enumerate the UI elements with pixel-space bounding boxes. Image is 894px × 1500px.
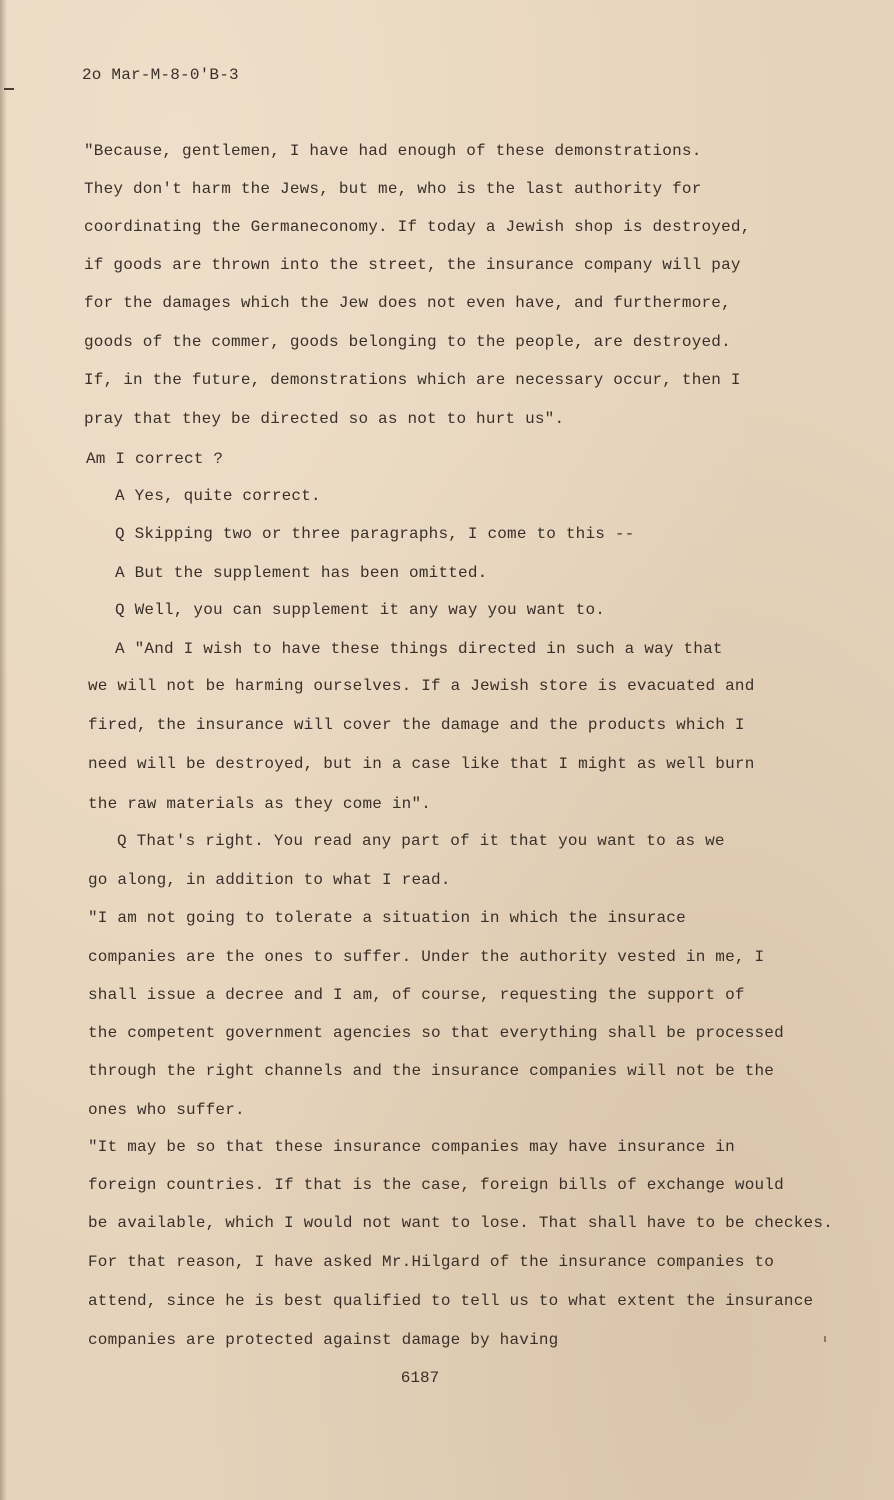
question-line: Am I correct ? [86,450,224,468]
text-line-24: the competent government agencies so that everything shall be processed [88,1024,784,1042]
answer-line-1: A Yes, quite correct. [115,487,321,505]
text-line-32: companies are protected against damage by having [88,1331,559,1349]
text-line-4: if goods are thrown into the street, the insurance company will pay [84,256,741,274]
page-number: 6187 [400,1369,440,1387]
text-line-2: They don't harm the Jews, but me, who is the last authority for [84,180,702,198]
margin-mark [4,88,14,100]
text-line-21: "I am not going to tolerate a situation in which the insurace [88,909,686,927]
question-line-2: Q Skipping two or three paragraphs, I come to this -- [115,525,635,543]
text-line-22: companies are the ones to suffer. Under the authority vested in me, I [88,948,765,966]
text-line-6: goods of the commer, goods belonging to the people, are destroyed. [84,333,731,351]
document-header: 2o Mar-M-8-0'B-3 [82,66,239,84]
text-line-29: be available, which I would not want to lose. That shall have to be checkes. [88,1214,833,1232]
text-line-17: need will be destroyed, but in a case like that I might as well burn [88,755,755,773]
text-line-7: If, in the future, demonstrations which are necessary occur, then I [84,371,741,389]
text-line-31: attend, since he is best qualified to tell us to what extent the insurance [88,1292,814,1310]
text-line-30: For that reason, I have asked Mr.Hilgard of the insurance companies to [88,1253,775,1271]
text-line-3: coordinating the Germaneconomy. If today a Jewish shop is destroyed, [84,218,751,236]
text-line-25: through the right channels and the insurance companies will not be the [88,1062,775,1080]
text-line-5: for the damages which the Jew does not even have, and furthermore, [84,294,731,312]
text-line-20: go along, in addition to what I read. [88,871,451,889]
margin-dot [824,1336,826,1342]
text-line-23: shall issue a decree and I am, of course, requesting the support of [88,986,745,1004]
answer-line-3: A "And I wish to have these things directed in such a way that [115,640,723,658]
question-line-4: Q That's right. You read any part of it that you want to as we [117,832,725,850]
text-line-27: "It may be so that these insurance companies may have insurance in [88,1138,735,1156]
answer-line-2: A But the supplement has been omitted. [115,564,488,582]
text-line-15: we will not be harming ourselves. If a Jewish store is evacuated and [88,677,755,695]
text-line-26: ones who suffer. [88,1101,245,1119]
question-line-3: Q Well, you can supplement it any way you want to. [115,601,606,619]
text-line-1: "Because, gentlemen, I have had enough of these demonstrations. [84,142,702,160]
text-line-18: the raw materials as they come in". [88,795,432,813]
text-line-8: pray that they be directed so as not to hurt us". [84,410,565,428]
text-line-16: fired, the insurance will cover the damage and the products which I [88,716,745,734]
text-line-28: foreign countries. If that is the case, foreign bills of exchange would [88,1176,784,1194]
